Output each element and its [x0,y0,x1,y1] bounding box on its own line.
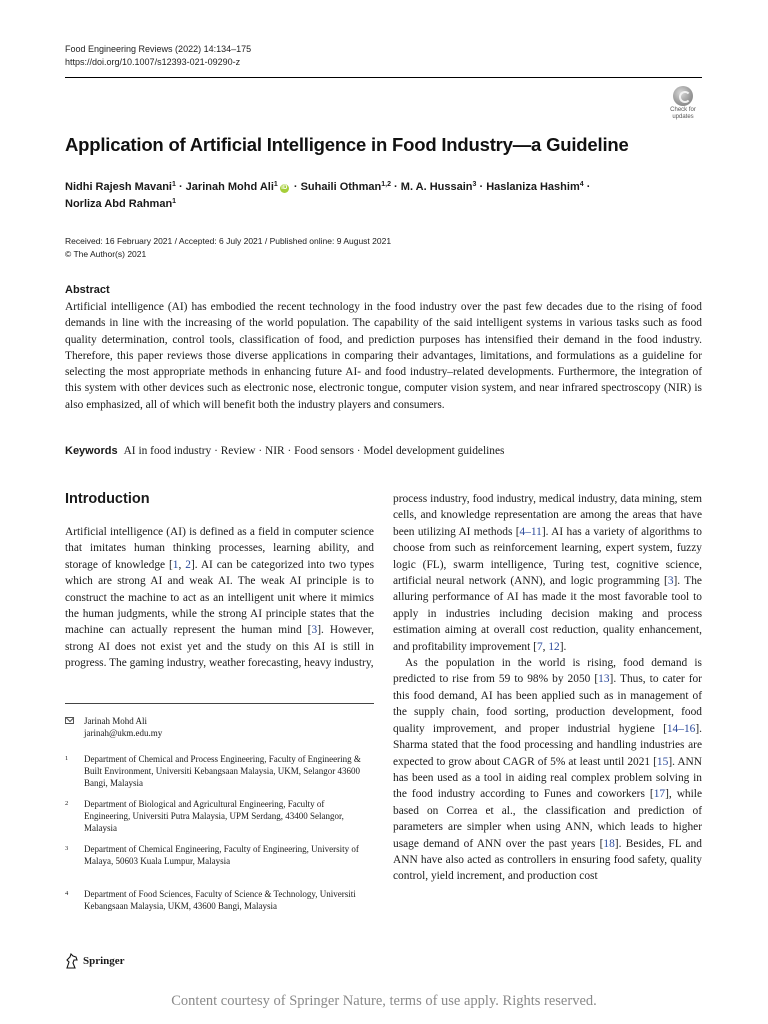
paragraph-text: , [178,558,186,571]
author-name[interactable]: Norliza Abd Rahman [65,198,173,210]
author-affiliation: 1 [172,198,177,205]
paragraph-text: ]. Thus, to cater for this food demand, AI has been applied such as in management of the supply chain, food sorting, production development, food quality improvement, and proper industrial hygiene [ [393,673,702,735]
affiliation-text: Department of Chemical and Process Engineering, Faculty of Engineering & Built Environment, Universiti Kebangsaan Malaysia, UKM, Selangor 43600 Bangi, Malaysia [84,754,361,789]
citation-link[interactable]: 3 [311,624,318,637]
section-heading-introduction: Introduction [65,491,150,507]
author-name[interactable]: Nidhi Rajesh Mavani [65,181,172,193]
citation-link[interactable]: 2 [185,558,191,571]
paragraph-text: ]. ANN has been used as a tool in aiding real complex problem solving in the food industry according to Funes and coworkers [ [393,755,703,801]
check-for-updates-icon [673,86,693,106]
author-separator: · [290,181,301,193]
contact-email[interactable]: jarinah@ukm.edu.my [84,728,163,739]
paragraph-text: ]. Besides, FL and ANN have also acted as controllers in ensuring food safety, quality control, yield increment, and production cost [393,837,702,883]
publisher-logo [65,953,125,969]
affiliation-number: 2 [65,800,69,807]
citation-link[interactable]: 3 [667,575,674,588]
springer-horse-icon [65,953,79,969]
citation-link[interactable]: 13 [598,673,610,686]
paragraph [65,524,374,672]
keywords-label: Keywords [65,445,118,457]
badge-line-1: Check for [670,107,696,113]
author-separator: · [476,181,487,193]
author-name[interactable]: Jarinah Mohd Ali [185,181,274,193]
affiliation-number: 1 [65,755,69,762]
paragraph-text: ]. AI has a variety of algorithms to choose from such as reinforcement learning, expert system, fuzzy logic (FL), swarm intelligence, Turing test, cognitive science, artificial neural network (ANN), and logic programming [ [393,525,702,588]
citation-link[interactable]: 15 [656,755,669,768]
paragraph-text: , [542,640,549,653]
footnote-divider [65,703,374,704]
author-affiliation: 3 [472,181,477,188]
courtesy-notice: Content courtesy of Springer Nature, terms of use apply. Rights reserved. [171,993,597,1009]
keywords [65,445,504,457]
paragraph-text: ]. However, strong AI does not exist yet and the study on this AI is still in progress. The gaming industry, weather forecasting, heavy industry, [65,624,374,670]
paragraph-text: ]. AI can be categorized into two types which are strong AI and weak AI. The weak AI principle is to construct the machine to act as an intelligent unit where it mimics the human judgments, while the strong AI principle states that the machine can actually represent the human mind [ [65,558,375,637]
mail-icon [65,717,74,724]
badge-line-2: updates [672,113,694,120]
corresponding-author [65,715,365,739]
doi-link[interactable]: https://doi.org/10.1007/s12393-021-09290-z [65,57,241,67]
author-list [65,179,685,213]
paragraph [393,655,702,885]
affiliation-footnote [65,798,365,835]
paragraph-text: Artificial intelligence (AI) is defined as a field in computer science that imitates human thinking processes, learning ability, and storage of knowledge [ [65,526,374,571]
author-name[interactable]: Haslaniza Hashim [486,181,580,193]
journal-citation: Food Engineering Reviews (2022) 14:134–175 [65,44,252,54]
citation-link[interactable]: 4–11 [519,525,542,538]
author-name[interactable]: Suhaili Othman [300,181,382,193]
paragraph-text: process industry, food industry, medical industry, data mining, stem cells, and knowledge representation are among the areas that have been utilizing AI methods [ [393,493,702,538]
author-separator: · [583,181,591,193]
paragraph-text: ]. [559,640,567,653]
body-column-right [393,491,702,885]
abstract-heading: Abstract [65,284,110,296]
affiliation-text: Department of Biological and Agricultural Engineering, Faculty of Engineering, Universiti Putra Malaysia, UPM Serdang, 43400 Selangor, Malaysia [84,799,344,834]
paragraph [393,491,702,655]
citation-link[interactable]: 7 [536,640,543,653]
paragraph-text: ]. The alluring performance of AI has made it the most favorable tool to apply in industries including decision making and process estimation aiming at overall cost reduction, quality enhancement, and profitability improvement [ [393,575,702,653]
check-for-updates-badge[interactable] [664,86,702,124]
affiliation-footnote [65,843,365,867]
author-affiliation: 4 [579,181,584,188]
keywords-list: AI in food industry · Review · NIR · Food sensors · Model development guidelines [123,445,505,457]
affiliation-footnote [65,753,365,790]
affiliation-number: 3 [65,845,69,852]
author-separator: · [175,181,186,193]
paragraph-text: As the population in the world is rising, food demand is predicted to rise from 59 to 98% by 2050 [ [393,657,702,686]
citation-link[interactable]: 18 [603,837,615,850]
author-name[interactable]: M. A. Hussain [400,181,473,193]
affiliation-number: 4 [65,890,69,897]
journal-header [65,43,251,69]
affiliation-footnote [65,888,365,912]
citation-link[interactable]: 1 [172,558,179,571]
author-separator: · [391,181,401,193]
body-column-left [65,524,374,672]
dates-line: Received: 16 February 2021 / Accepted: 6 July 2021 / Published online: 9 August 2021 [65,236,392,246]
publication-dates [65,235,391,261]
copyright-line: © The Author(s) 2021 [65,249,147,259]
author-affiliation: 1 [171,181,176,188]
affiliation-text: Department of Food Sciences, Faculty of Science & Technology, Universiti Kebangsaan Malaysia, UKM, 43600 Bangi, Malaysia [84,889,356,912]
orcid-icon[interactable]: iD [281,185,288,191]
abstract-text: Artificial intelligence (AI) has embodied the recent technology in the food industry over the past few decades due to the rising of food demands in line with the increasing of the world population. The capability of the said intelligent systems in various tasks such as food quality determination, control tools, classification of food, and prediction purposes has intensified their demand in the food industry. Therefore, this paper reviews those diverse applications in comparing their advantages, limitations, and formulations as a guideline for selecting the most appropriate methods in enhancing future AI- and food industry–related developments. Furthermore, the integration of this system with other devices such as electronic nose, electronic tongue, computer vision system, and near infrared spectroscopy (NIR) is also emphasized, all of which will benefit both the industry players and consumers. [65,301,702,411]
author-affiliation: 1,2 [381,181,391,188]
citation-link[interactable]: 14–16 [666,722,696,735]
affiliation-text: Department of Chemical Engineering, Faculty of Engineering, University of Malaya, 50603 Kuala Lumpur, Malaysia [84,844,359,867]
header-divider [65,77,702,78]
paragraph-text: ]. Sharma stated that the food processing and handling industries are expected to grow about CAGR of 5% at least until 2021 [ [393,722,702,768]
author-affiliation: 1 [273,181,278,188]
citation-link[interactable]: 17 [653,788,666,801]
citation-link[interactable]: 12 [548,640,560,653]
publisher-name: Springer [83,955,125,967]
article-title: Application of Artificial Intelligence in Food Industry—a Guideline [65,134,629,155]
contact-name: Jarinah Mohd Ali [84,716,147,726]
paragraph-text: ], while based on Correa et al., the classification and prediction of parameters are simpler when using ANN, which leads to higher usage demand of ANN over the past years [ [393,788,703,850]
